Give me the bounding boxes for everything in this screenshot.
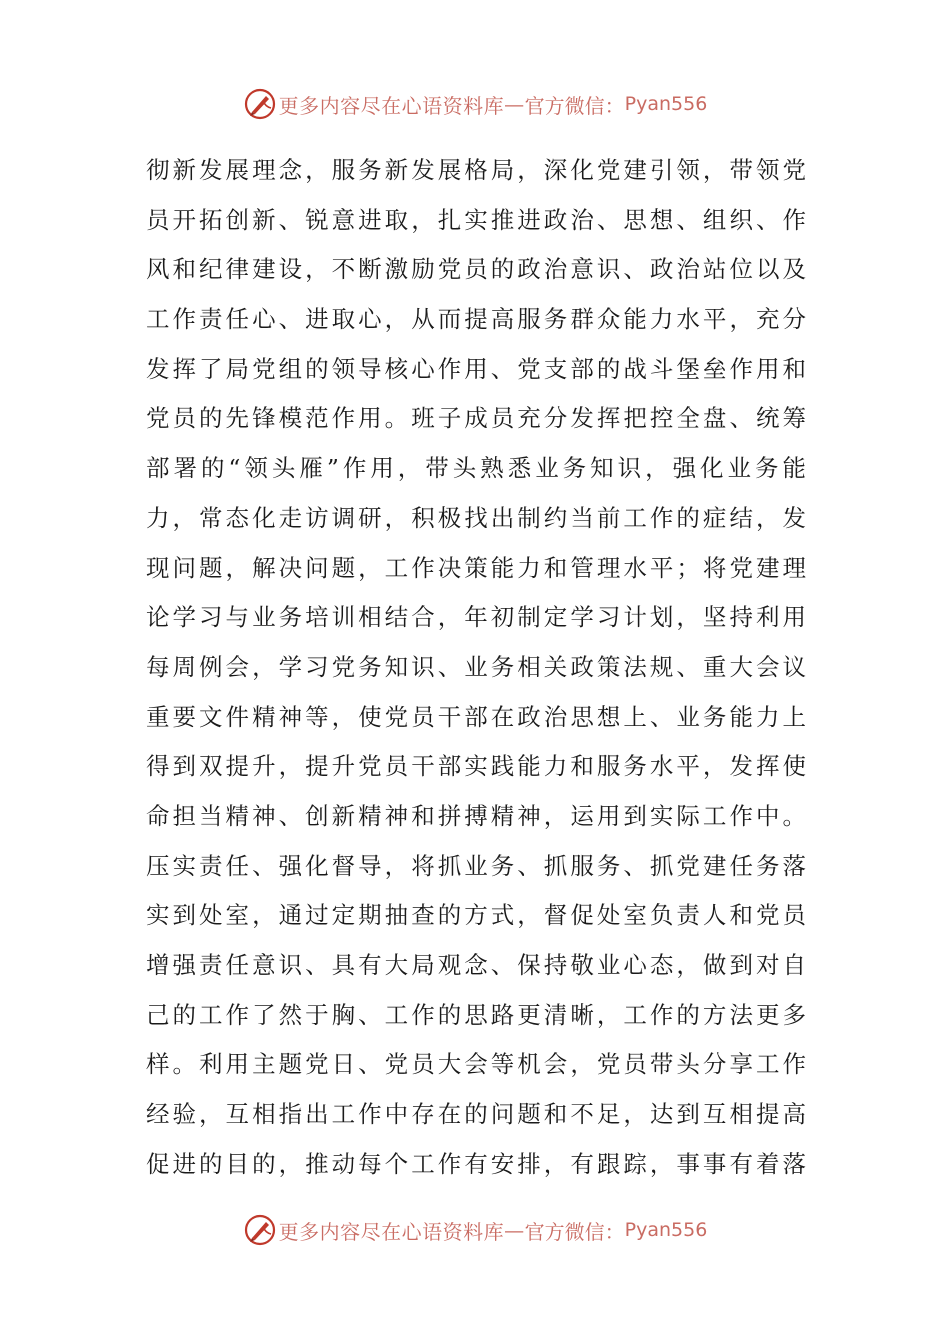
- text-line: 经验，互相指出工作中存在的问题和不足，达到互相提高: [146, 1100, 806, 1129]
- text-line: 压实责任、强化督导，将抓业务、抓服务、抓党建任务落: [146, 851, 806, 880]
- text-line: 得到双提升，提升党员干部实践能力和服务水平，发挥使: [146, 752, 806, 781]
- banner-title: 更多内容尽在心语资料库: [278, 1219, 505, 1244]
- text-line: 党员的先锋模范作用。班子成员充分发挥把控全盘、统筹: [146, 404, 806, 433]
- banner-wechat-label: 官方微信：: [524, 1219, 625, 1244]
- text-line: 力，常态化走访调研，积极找出制约当前工作的症结，发: [146, 503, 806, 532]
- banner-separator: —: [504, 1218, 525, 1242]
- text-line: 彻新发展理念，服务新发展格局，深化党建引领，带领党: [146, 156, 806, 184]
- text-line: 己的工作了然于胸、工作的思路更清晰，工作的方法更多: [146, 1000, 806, 1029]
- text-line: 工作责任心、进取心，从而提高服务群众能力水平，充分: [146, 305, 806, 334]
- document-paragraph: [146, 146, 806, 1189]
- banner-title: 更多内容尽在心语资料库: [278, 93, 505, 118]
- text-line: 风和纪律建设，不断激励党员的政治意识、政治站位以及: [146, 255, 806, 284]
- text-line: 现问题，解决问题，工作决策能力和管理水平；将党建理: [146, 553, 806, 582]
- text-line: 样。利用主题党日、党员大会等机会，党员带头分享工作: [146, 1050, 806, 1079]
- text-line: 命担当精神、创新精神和拼搏精神，运用到实际工作中。: [146, 801, 806, 830]
- banner-wechat-id: Pyan556: [624, 93, 708, 115]
- header-banner: [0, 84, 950, 124]
- pen-logo-icon: [243, 1213, 277, 1247]
- pen-logo-icon: [243, 87, 277, 121]
- text-line: 增强责任意识、具有大局观念、保持敬业心态，做到对自: [146, 951, 806, 979]
- banner-separator: —: [504, 92, 525, 116]
- text-line: 论学习与业务培训相结合，年初制定学习计划，坚持利用: [146, 603, 806, 632]
- text-line: 实到处室，通过定期抽查的方式，督促处室负责人和党员: [146, 901, 806, 930]
- text-line: 每周例会，学习党务知识、业务相关政策法规、重大会议: [146, 652, 806, 681]
- text-line: 重要文件精神等，使党员干部在政治思想上、业务能力上: [146, 702, 806, 731]
- footer-banner: [0, 1210, 950, 1250]
- text-line: 发挥了局党组的领导核心作用、党支部的战斗堡垒作用和: [146, 354, 806, 383]
- banner-wechat-id: Pyan556: [624, 1219, 708, 1241]
- banner-wechat-label: 官方微信：: [524, 93, 625, 118]
- text-line: 员开拓创新、锐意进取，扎实推进政治、思想、组织、作: [146, 205, 806, 234]
- text-line: 部署的“领头雁”作用，带头熟悉业务知识，强化业务能: [146, 454, 806, 483]
- text-line: 促进的目的，推动每个工作有安排，有跟踪，事事有着落: [146, 1149, 806, 1178]
